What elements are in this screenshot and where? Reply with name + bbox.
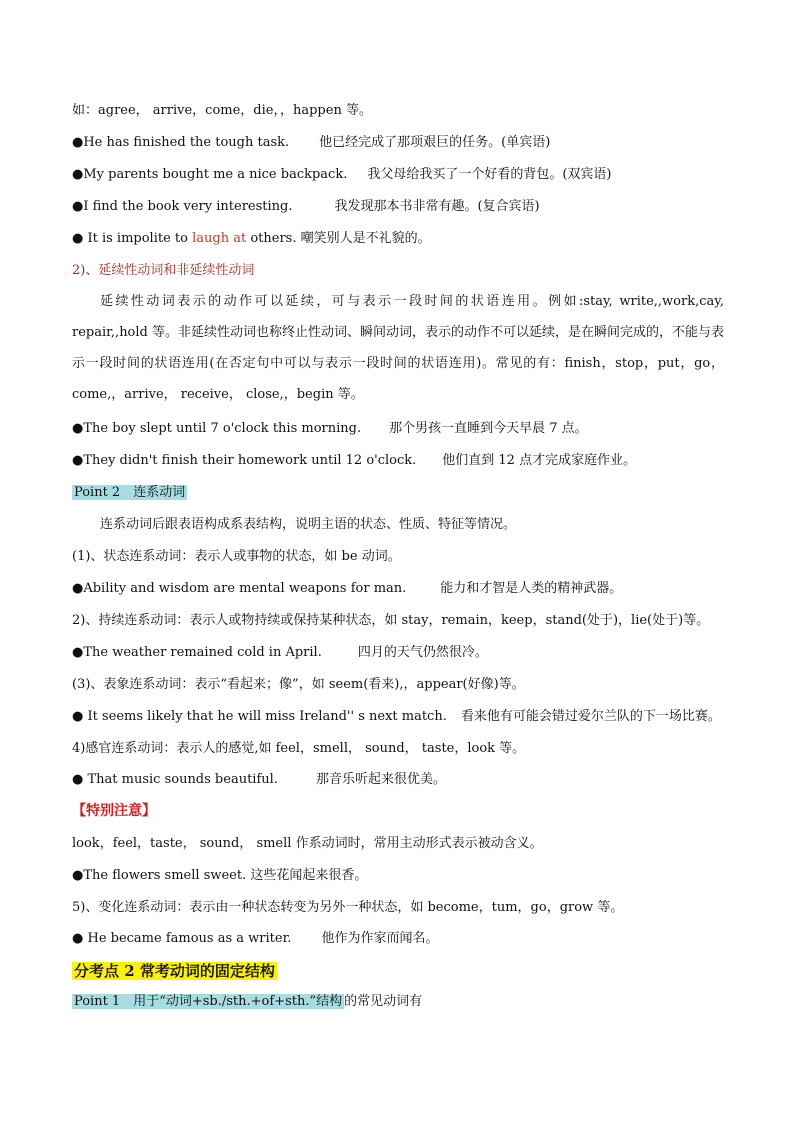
example-sentence <box>72 133 722 153</box>
sentence-en: ● It seems likely that he will miss Ireland'' s next match. <box>72 709 447 724</box>
rule-line: 2)、持续连系动词：表示人或物持续或保持某种状态，如 stay，remain，keep，stand(处于)，lie(处于)等。 <box>72 613 710 628</box>
sentence-cn: 四月的天气仍然很冷。 <box>357 645 488 660</box>
sentence-en: ●They didn't finish their homework until 12 o'clock. <box>72 453 417 468</box>
sentence-cn: 那音乐听起来很优美。 <box>315 772 446 787</box>
example-sentence <box>72 165 722 185</box>
point-heading <box>72 992 722 1012</box>
point-label: Point 1 用于“动词+sb./sth.+of+sth.”结构 <box>74 994 343 1009</box>
highlighted-heading: 分考点 2 常考动词的固定结构 <box>74 962 275 980</box>
rule-line: look，feel，taste， sound， smell 作系动词时，常用主动形式表示被动含义。 <box>72 836 543 851</box>
example-sentence <box>72 419 722 439</box>
rule-line: (1)、状态连系动词：表示人或事物的状态，如 be 动词。 <box>72 549 401 564</box>
example-sentence <box>72 197 722 217</box>
explanation-paragraph: 延续性动词表示的动作可以延续，可与表示一段时间的状语连用。例如:stay, write,,work,cay, repair,,hold 等。非延续性动词也称终止性动词、瞬间动词，表示的动作不可以延续，是在瞬间完成的，不能与表示一段时间的状语连用(在否定句中可以与表示一段时间的状语连用)。常见的有：finish，stop，put，go，come,，arrive， receive， close,，begin 等。 <box>72 294 725 402</box>
rule-line: (3)、表象连系动词：表示“看起来；像”，如 seem(看来),，appear(好像)等。 <box>72 677 525 692</box>
example-sentence <box>72 643 722 663</box>
sentence-cn: 他已经完成了那项艰巨的任务。(单宾语) <box>319 135 551 150</box>
sentence-en: ● That music sounds beautiful. <box>72 772 278 787</box>
section-heading <box>72 960 722 982</box>
sentence-en: ●The weather remained cold in April. <box>72 645 322 660</box>
sentence-cn: 那个男孩一直睡到今天早晨 7 点。 <box>389 421 588 436</box>
rule-line: 4)感官连系动词：表示人的感觉,如 feel，smell， sound， taste，look 等。 <box>72 741 526 756</box>
rule-line: 5)、变化连系动词：表示由一种状态转变为另外一种状态，如 become，tum，go，grow 等。 <box>72 900 624 915</box>
sentence-cn: 我发现那本书非常有趣。(复合宾语) <box>334 199 540 214</box>
special-note-heading: 【特别注意】 <box>72 803 156 819</box>
example-sentence <box>72 707 722 727</box>
sentence-cn: 能力和才智是人类的精神武器。 <box>440 581 623 596</box>
example-sentence <box>72 929 722 949</box>
sentence-en: ● He became famous as a writer. <box>72 931 292 946</box>
sentence-cn: 看来他有可能会错过爱尔兰队的下一场比赛。 <box>460 709 721 724</box>
sentence-cn: others. 嘲笑别人是不礼貌的。 <box>246 231 431 246</box>
sentence-en: ●He has finished the tough task. <box>72 135 290 150</box>
sentence-en: ●My parents bought me a nice backpack. <box>72 167 348 182</box>
explanation-line: 连系动词后跟表语构成系表结构，说明主语的状态、性质、特征等情况。 <box>100 517 517 532</box>
section-subtitle: 2)、延续性动词和非延续性动词 <box>72 263 255 278</box>
sentence-cn: 我父母给我买了一个好看的背包。(双宾语) <box>367 167 612 182</box>
example-verbs-line: 如：agree， arrive，come，die，，happen 等。 <box>72 103 372 118</box>
example-sentence <box>72 229 722 249</box>
example-sentence: ●The flowers smell sweet. 这些花闻起来很香。 <box>72 868 368 883</box>
example-sentence <box>72 451 722 471</box>
example-sentence <box>72 579 722 599</box>
point-label: Point 2 连系动词 <box>74 485 186 500</box>
sentence-cn: 他作为作家而闻名。 <box>321 931 439 946</box>
point-heading <box>72 483 722 503</box>
highlighted-phrase: laugh at <box>192 231 247 246</box>
sentence-en: ●Ability and wisdom are mental weapons for man. <box>72 581 407 596</box>
sentence-en: ●The boy slept until 7 o'clock this morning. <box>72 421 362 436</box>
sentence-en: ● It is impolite to <box>72 231 193 246</box>
sentence-en: ●I find the book very interesting. <box>72 199 293 214</box>
sentence-cn: 他们直到 12 点才完成家庭作业。 <box>442 453 637 468</box>
point-label-tail: 的常见动词有 <box>344 994 423 1009</box>
example-sentence <box>72 770 722 790</box>
